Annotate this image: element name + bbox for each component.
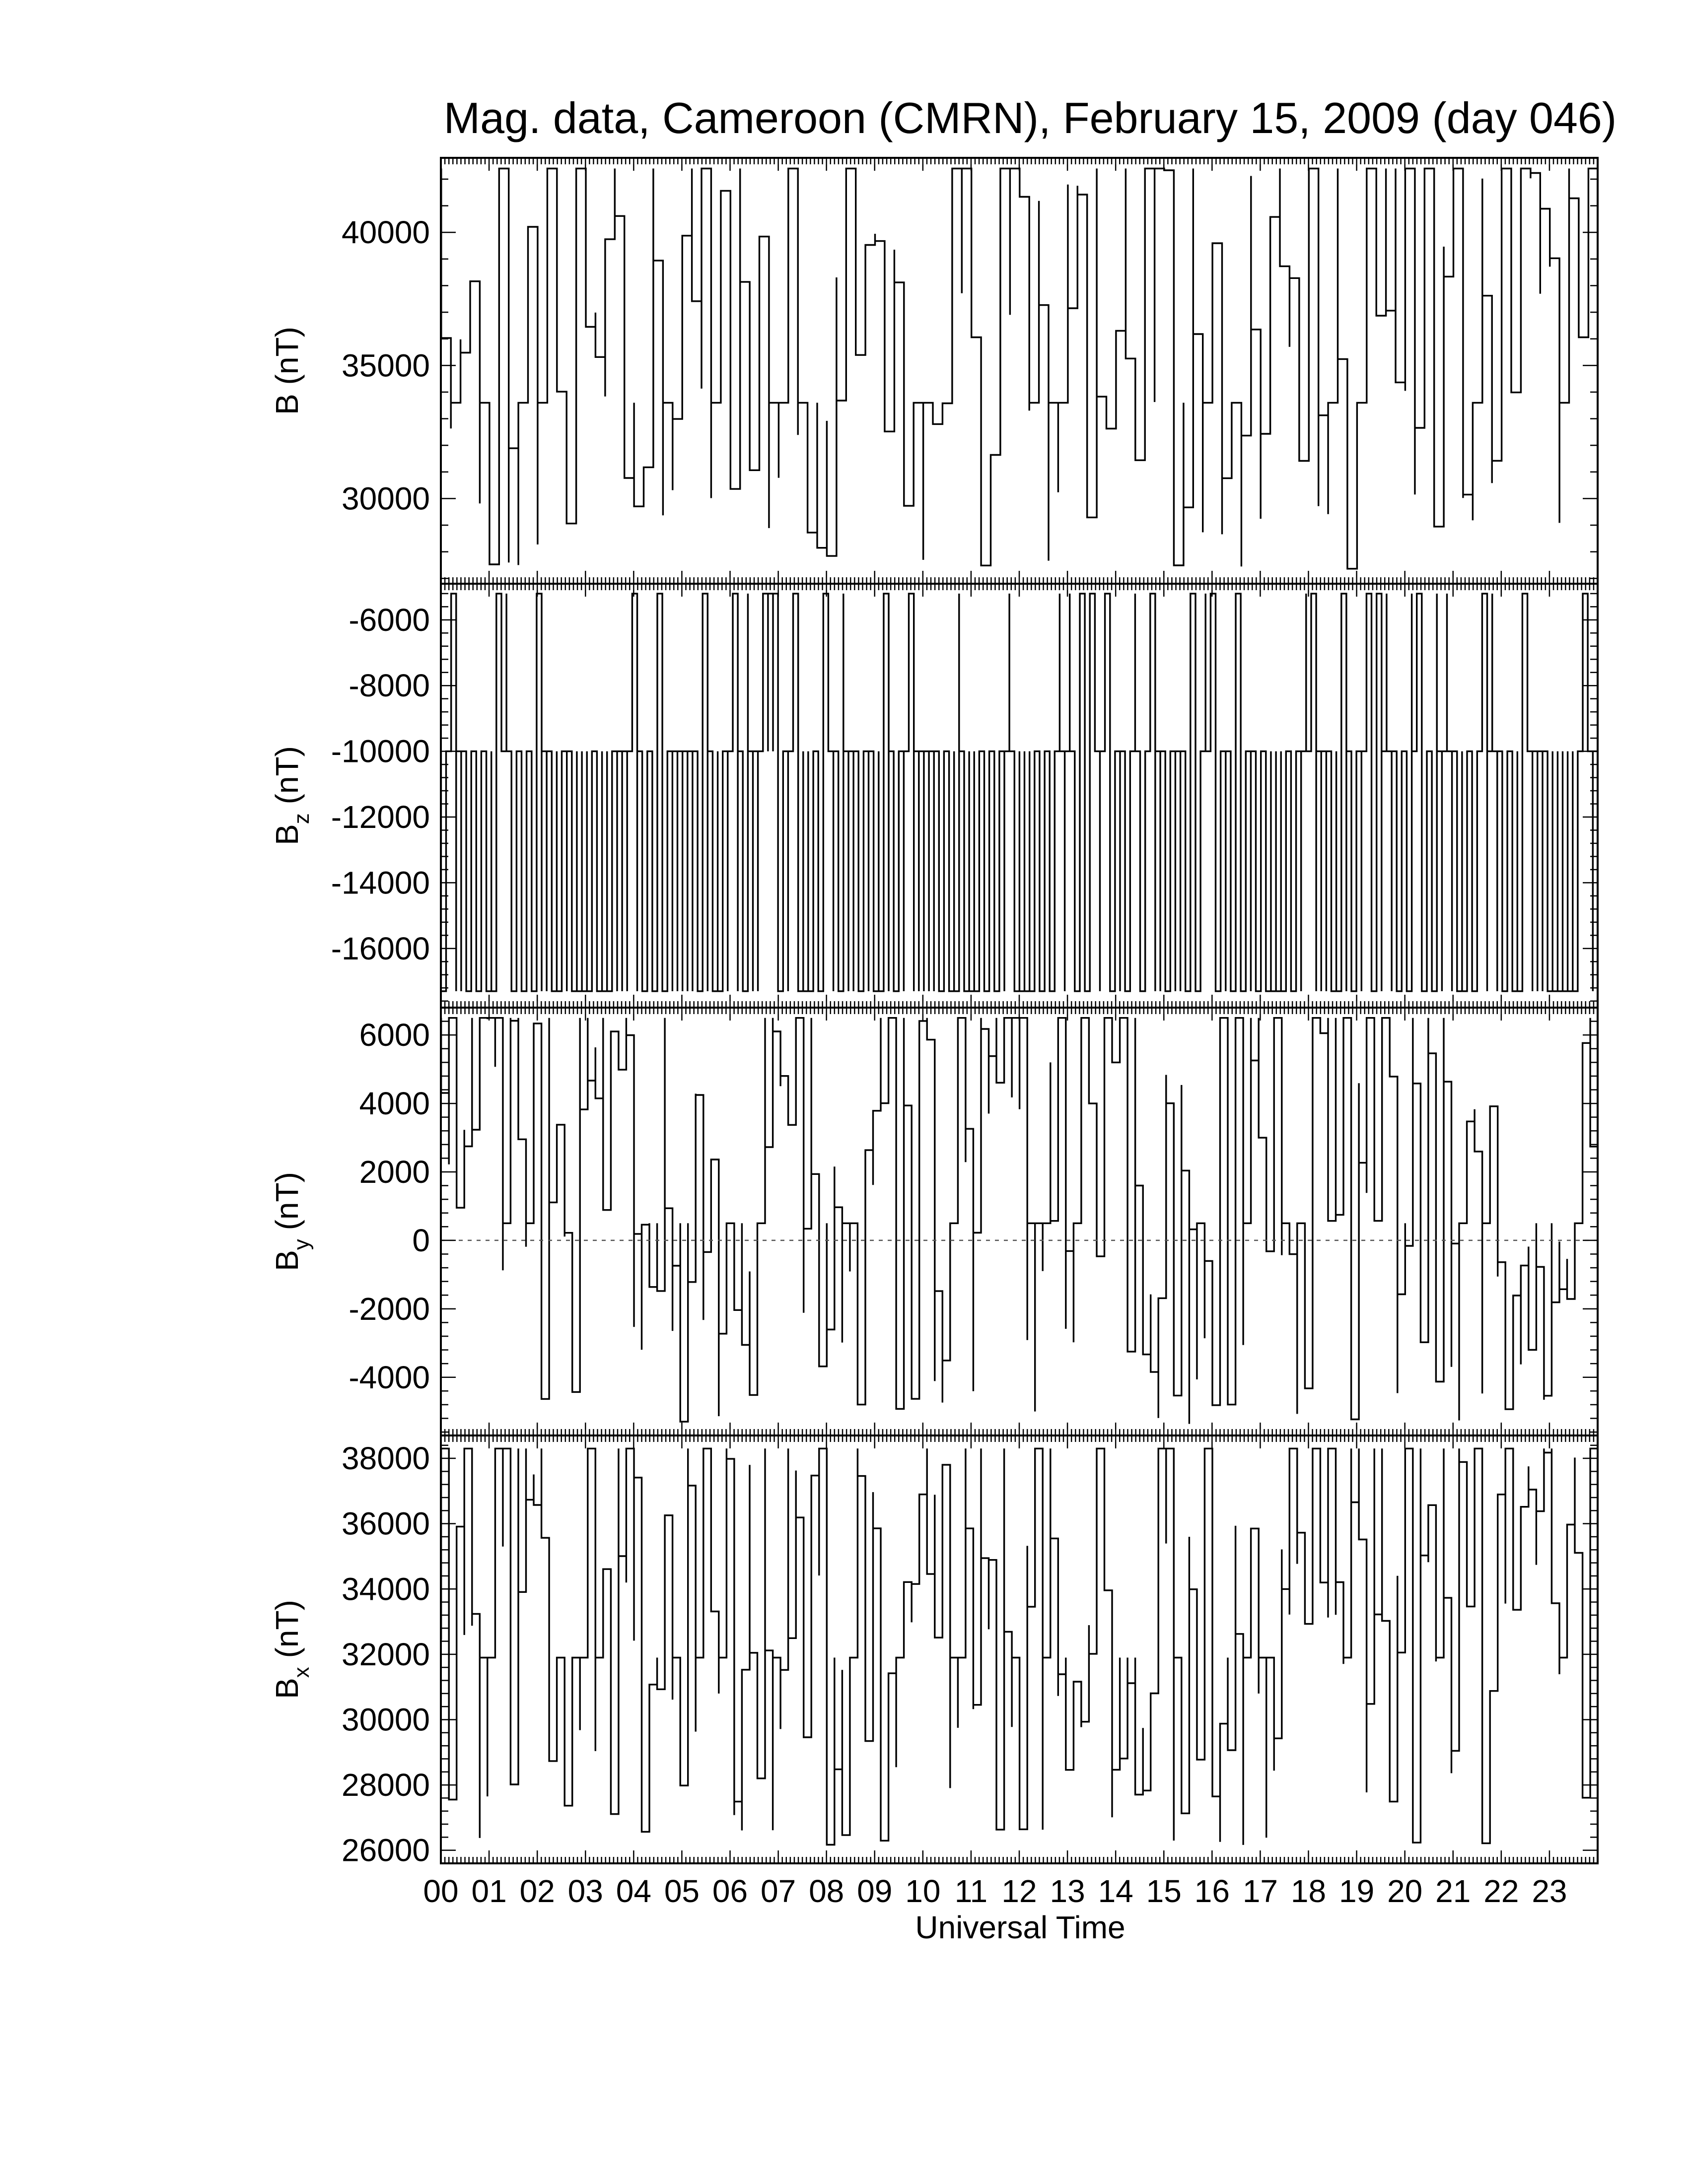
x-tick-label: 10 <box>905 1873 941 1909</box>
x-tick-label: 15 <box>1146 1873 1182 1909</box>
y-tick-label: 0 <box>412 1222 430 1258</box>
x-tick-label: 21 <box>1435 1873 1471 1909</box>
x-tick-label: 00 <box>423 1873 459 1909</box>
y-tick-label: 38000 <box>342 1440 430 1477</box>
x-tick-label: 18 <box>1290 1873 1327 1909</box>
y-tick-label: 2000 <box>359 1154 430 1190</box>
x-tick-label: 13 <box>1050 1873 1085 1909</box>
x-tick-label: 03 <box>567 1873 603 1909</box>
x-tick-label: 08 <box>809 1873 844 1909</box>
y-tick-label: -14000 <box>331 865 430 901</box>
series-trace-b-total <box>441 169 1597 569</box>
x-tick-label: 06 <box>712 1873 748 1909</box>
x-tick-label: 04 <box>616 1873 651 1909</box>
x-tick-label: 16 <box>1194 1873 1230 1909</box>
x-tick-label: 14 <box>1098 1873 1133 1909</box>
x-tick-label: 12 <box>1001 1873 1037 1909</box>
y-tick-label: -2000 <box>349 1291 430 1327</box>
y-tick-label: 35000 <box>342 347 430 384</box>
y-axis-label-bz: $B_z$ (nT) <box>269 746 314 845</box>
y-tick-label: 34000 <box>342 1571 430 1607</box>
y-axis-label-bx: $B_x$ (nT) <box>269 1600 314 1699</box>
y-tick-label: -16000 <box>331 930 430 966</box>
y-tick-label: 6000 <box>359 1017 430 1053</box>
series-trace-bz <box>441 594 1597 991</box>
panel-bz <box>269 584 1598 1008</box>
y-tick-label: 4000 <box>359 1086 430 1122</box>
x-tick-label: 17 <box>1242 1873 1278 1909</box>
x-tick-label: 11 <box>954 1873 988 1909</box>
x-tick-label: 20 <box>1387 1873 1423 1909</box>
x-tick-label: 23 <box>1532 1873 1567 1909</box>
x-tick-label: 01 <box>471 1873 507 1909</box>
series-trace-by <box>441 1018 1598 1424</box>
y-axis-label-by: $B_y$ (nT) <box>269 1172 314 1271</box>
y-tick-label: 36000 <box>342 1505 430 1542</box>
y-tick-label: -4000 <box>349 1359 430 1395</box>
y-tick-label: 30000 <box>342 480 430 517</box>
x-tick-label: 07 <box>760 1873 796 1909</box>
x-tick-label: 05 <box>664 1873 700 1909</box>
panel-bx <box>269 1435 1598 1868</box>
panel-b-total <box>269 158 1598 584</box>
y-tick-label: -10000 <box>331 733 430 769</box>
y-tick-label: -12000 <box>331 799 430 835</box>
panel-by <box>269 1008 1598 1435</box>
x-tick-label: 02 <box>519 1873 555 1909</box>
y-tick-label: 26000 <box>342 1832 430 1868</box>
chart-title: Mag. data, Cameroon (CMRN), February 15, 2009 (day 046) <box>443 93 1617 142</box>
y-tick-label: 40000 <box>342 214 430 251</box>
x-tick-label: 22 <box>1483 1873 1519 1909</box>
y-tick-label: -8000 <box>349 668 430 704</box>
x-tick-labels <box>423 1873 1567 1909</box>
y-axis-label-b-total: B (nT) <box>269 327 305 415</box>
y-tick-label: -6000 <box>349 602 430 638</box>
x-tick-label: 09 <box>857 1873 893 1909</box>
y-tick-label: 28000 <box>342 1767 430 1803</box>
series-trace-bx <box>441 1448 1598 1845</box>
y-tick-label: 30000 <box>342 1702 430 1738</box>
x-tick-label: 19 <box>1338 1873 1375 1909</box>
y-tick-label: 32000 <box>342 1636 430 1672</box>
x-axis-label: Universal Time <box>915 1910 1125 1945</box>
